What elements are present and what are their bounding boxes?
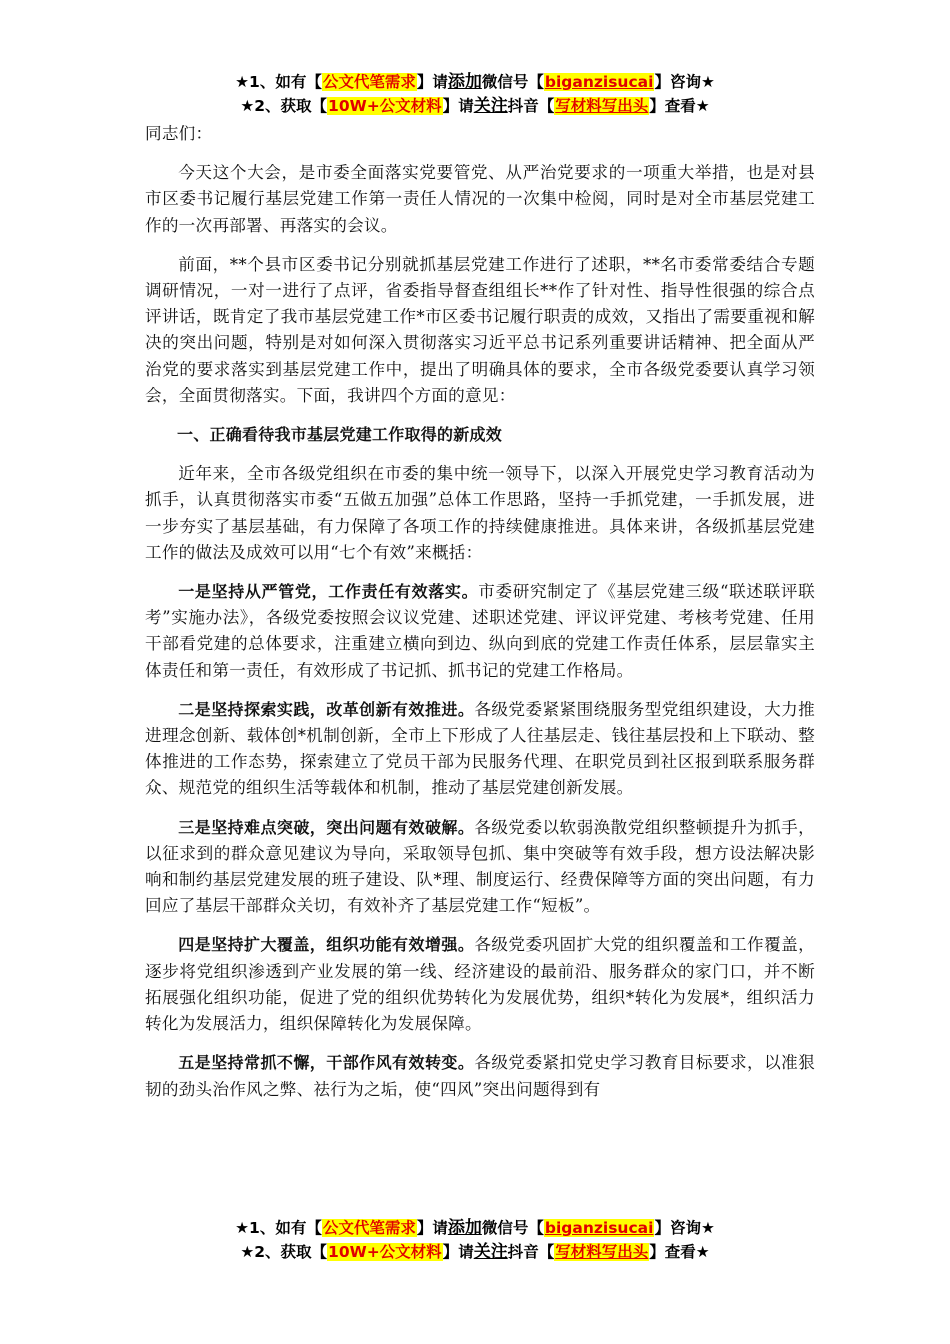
banner-line-1 bbox=[0, 70, 950, 94]
banner-text: ★2、获取【 bbox=[240, 97, 328, 115]
highlight-materials: 10W+公文材料 bbox=[328, 97, 442, 115]
point-paragraph-3 bbox=[145, 815, 815, 920]
banner-text: 微信号【 bbox=[481, 73, 544, 91]
banner-text: 微信号【 bbox=[481, 1219, 544, 1237]
banner-text: 抖音【 bbox=[507, 1243, 555, 1261]
point-lead: 三是坚持难点突破，突出问题有效破解。 bbox=[178, 817, 475, 837]
point-paragraph-5 bbox=[145, 1050, 815, 1102]
banner-text: 】请 bbox=[416, 1219, 448, 1237]
section-heading-1: 一、正确看待我市基层党建工作取得的新成效 bbox=[177, 425, 503, 445]
highlight-wechat-id: biganzisucai bbox=[544, 1219, 654, 1237]
banner-text: 】查看★ bbox=[649, 1243, 710, 1261]
point-text: 市委研究制定了《基层党建三级“联述联评联考”实施办法》，各级党委按照会议议党建、述职述党建、评议评党建、考核考党建、任用干部看党建的总体要求，注重建立横向到边、纵向到底的党建工作责任体系，层层靠实主体责任和第一责任，有效形成了书记抓、抓书记的党建工作格局。 bbox=[145, 582, 815, 680]
banner-text: ★1、如有【 bbox=[235, 73, 322, 91]
banner-text: ★1、如有【 bbox=[235, 1219, 322, 1237]
point-lead: 四是坚持扩大覆盖，组织功能有效增强。 bbox=[178, 935, 475, 955]
emphasis-follow: 关注 bbox=[473, 96, 508, 116]
banner-text: 】请 bbox=[442, 1243, 474, 1261]
intro-paragraph-2: 前面，**个县市区委书记分别就抓基层党建工作进行了述职，**名市委常委结合专题调研情况，一对一进行了点评，省委指导督查组组长**作了针对性、指导性很强的综合点评讲话，既肯定了我市基层党建工作*市区委书记履行职责的成效，又指出了需要重视和解决的突出问题，特别是对如何深入贯彻落实习近平总书记系列重要讲话精神、把全面从严治党的要求落实到基层党建工作中，提出了明确具体的要求，全市各级党委要认真学习领会，全面贯彻落实。下面，我讲四个方面的意见： bbox=[145, 254, 815, 405]
banner-text: 】请 bbox=[416, 73, 448, 91]
emphasis-follow: 关注 bbox=[473, 1242, 508, 1262]
highlight-materials: 10W+公文材料 bbox=[328, 1243, 442, 1261]
point-text: 各级党委以软弱涣散党组织整顿提升为抓手，以征求到的群众意见建议为导向，采取领导包抓、集中突破等有效手段，想方设法解决影响和制约基层党建发展的班子建设、队*理、制度运行、经费保障等方面的突出问题，有力回应了基层干部群众关切，有效补齐了基层党建工作“短板”。 bbox=[145, 817, 815, 916]
banner-text: 】咨询★ bbox=[654, 1219, 715, 1237]
highlight-service: 公文代笔需求 bbox=[322, 1219, 416, 1237]
point-text: 各级党委紧紧围绕服务型党组织建设，大力推进理念创新、载体创*机制创新，全市上下形成了人往基层走、钱往基层投和上下联动、整体推进的工作态势，探索建立了党员干部为民服务代理、在职党员到社区报到联系服务群众、规范党的组织生活等载体和机制，推动了基层党建创新发展。 bbox=[145, 699, 815, 798]
point-text: 各级党委巩固扩大党的组织覆盖和工作覆盖，逐步将党组织渗透到产业发展的第一线、经济建设的最前沿、服务群众的家门口，并不断拓展强化组织功能，促进了党的组织优势转化为发展优势，组织*转化为发展*，组织活力转化为发展活力，组织保障转化为发展保障。 bbox=[145, 935, 815, 1034]
point-lead: 一是坚持从严管党，工作责任有效落实。 bbox=[178, 582, 479, 602]
salutation: 同志们： bbox=[145, 124, 213, 143]
banner-line-2 bbox=[0, 94, 950, 118]
document-body bbox=[145, 121, 815, 1116]
point-lead: 二是坚持探索实践，改革创新有效推进。 bbox=[178, 699, 475, 719]
overview-paragraph: 近年来，全市各级党组织在市委的集中统一领导下，以深入开展党史学习教育活动为抓手，认真贯彻落实市委“五做五加强”总体工作思路，坚持一手抓党建，一手抓发展，进一步夯实了基层基础，有力保障了各项工作的持续健康推进。具体来讲，各级抓基层党建工作的做法及成效可以用“七个有效”来概括： bbox=[145, 464, 815, 562]
emphasis-add: 添加 bbox=[447, 1218, 482, 1238]
emphasis-add: 添加 bbox=[447, 72, 482, 92]
banner-text: 】查看★ bbox=[649, 97, 710, 115]
point-paragraph-1 bbox=[145, 579, 815, 684]
banner-text: ★2、获取【 bbox=[240, 1243, 328, 1261]
point-text: 各级党委紧扣党史学习教育目标要求，以准狠韧的劲头治作风之弊、祛行为之垢，使“四风”突出问题得到有 bbox=[145, 1053, 815, 1099]
header-banner bbox=[0, 70, 950, 118]
banner-text: 】请 bbox=[442, 97, 474, 115]
highlight-wechat-id: biganzisucai bbox=[544, 73, 654, 91]
banner-text: 抖音【 bbox=[507, 97, 555, 115]
highlight-service: 公文代笔需求 bbox=[322, 73, 416, 91]
banner-line-1 bbox=[0, 1216, 950, 1240]
highlight-douyin-account: 写材料写出头 bbox=[555, 97, 649, 115]
point-lead: 五是坚持常抓不懈，干部作风有效转变。 bbox=[178, 1053, 475, 1073]
banner-text: 】咨询★ bbox=[654, 73, 715, 91]
highlight-douyin-account: 写材料写出头 bbox=[555, 1243, 649, 1261]
intro-paragraph-1: 今天这个大会，是市委全面落实党要管党、从严治党要求的一项重大举措，也是对县市区委书记履行基层党建工作第一责任人情况的一次集中检阅，同时是对全市基层党建工作的一次再部署、再落实的会议。 bbox=[145, 163, 815, 235]
point-paragraph-4 bbox=[145, 932, 815, 1037]
point-paragraph-2 bbox=[145, 697, 815, 802]
banner-line-2 bbox=[0, 1240, 950, 1264]
footer-banner bbox=[0, 1216, 950, 1264]
